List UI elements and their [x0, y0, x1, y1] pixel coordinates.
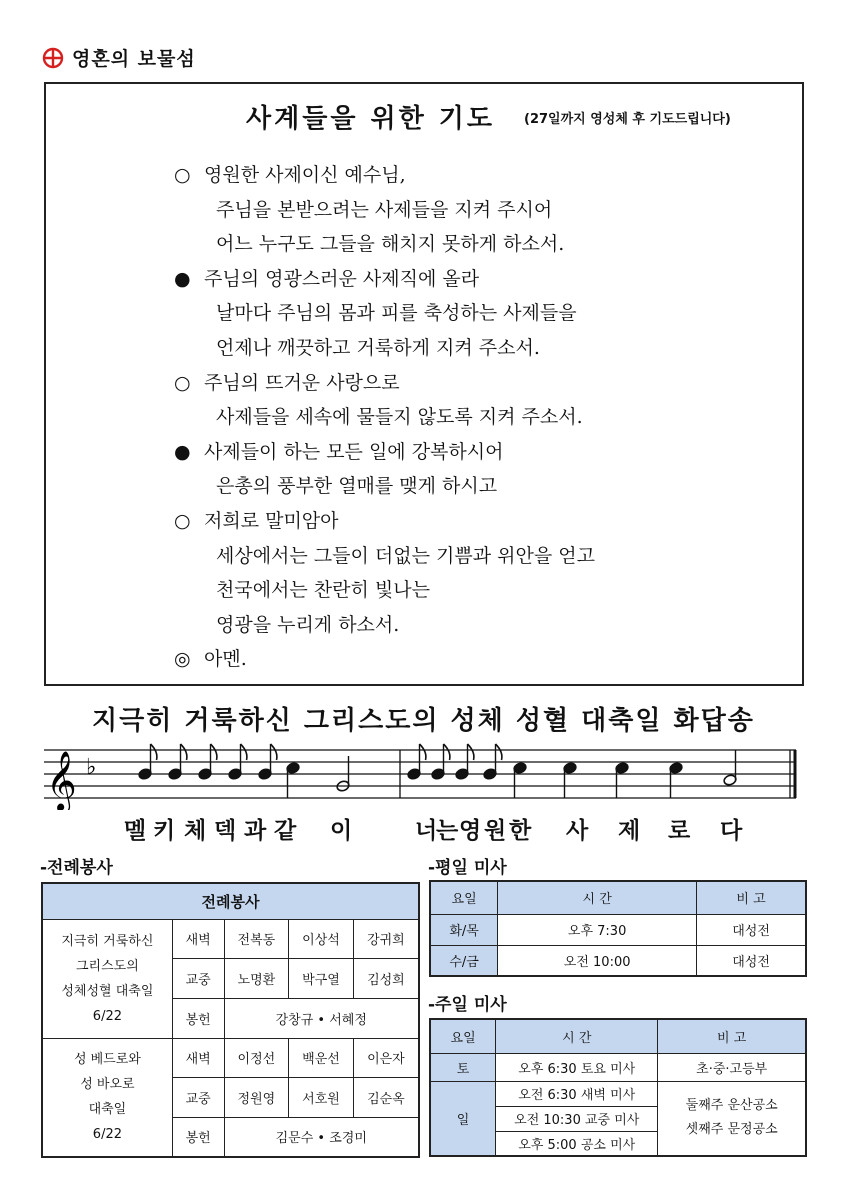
prayer-line [174, 262, 595, 297]
name-cell: 김성희 [353, 958, 419, 998]
weekday-header-note: 비 고 [697, 881, 806, 914]
prayer-line-mark: ◎ [174, 648, 191, 671]
prayer-line [174, 539, 595, 574]
role-cell: 교중 [172, 1077, 224, 1117]
name-cell: 김순옥 [353, 1077, 419, 1117]
page-header [42, 44, 196, 71]
note-flag [271, 744, 277, 760]
lyric-syllable: 한 [509, 818, 532, 844]
name-cell: 이은자 [353, 1038, 419, 1077]
name-cell: 정원영 [224, 1077, 289, 1117]
saturday-time-cell: 오후 6:30 토요 미사 [496, 1053, 658, 1081]
name-cell: 서호원 [289, 1077, 354, 1117]
notes [138, 744, 737, 798]
sunday-time-cell: 오전 10:30 교중 미사 [496, 1106, 658, 1131]
name-cell: 이상석 [289, 919, 354, 958]
lyric-syllable: 다 [720, 818, 743, 844]
prayer-line [174, 193, 595, 228]
prayer-line [174, 435, 595, 470]
music-staff [0, 740, 848, 810]
weekday-section-label: -평일 미사 [428, 858, 507, 878]
lyric-syllable: 너 [415, 818, 438, 844]
prayer-line [174, 504, 595, 539]
prayer-line-text: 날마다 주님의 몸과 피를 축성하는 사제들을 [216, 302, 577, 325]
prayer-line [174, 366, 595, 401]
name-cell: 박구열 [289, 958, 354, 998]
name-cell: 전복동 [224, 919, 289, 958]
name-cell: 강귀희 [353, 919, 419, 958]
lyric-syllable: 키 [153, 818, 176, 844]
note-flag [211, 744, 217, 760]
lyric-syllable: 원 [484, 818, 507, 844]
feast-2-name: 성 베드로와 성 바오로 대축일 6/22 [42, 1038, 172, 1157]
weekday-time-cell: 오전 10:00 [498, 945, 697, 976]
saturday-note-cell: 초·중·고등부 [658, 1053, 806, 1081]
name-cell: 노명환 [224, 958, 289, 998]
name-cell: 백운선 [289, 1038, 354, 1077]
prayer-line-text: 천국에서는 찬란히 빛나는 [216, 579, 430, 602]
prayer-line-text: 세상에서는 그들이 더없는 기쁨과 위안을 얻고 [216, 544, 595, 567]
hymn-title: 지극히 거룩하신 그리스도의 성체 성혈 대축일 화답송 [92, 706, 755, 736]
weekday-header-day: 요일 [430, 881, 498, 914]
sunday-note-cell: 둘째주 운산공소 셋째주 문정공소 [658, 1081, 806, 1156]
note-flag [151, 744, 157, 760]
header-label: 영혼의 보물섬 [72, 48, 196, 70]
role-cell: 새벽 [172, 919, 224, 958]
prayer-line [174, 158, 595, 193]
prayer-line [174, 227, 595, 262]
prayer-line [174, 400, 595, 435]
feast-1-name: 지극히 거룩하신 그리스도의 성체성혈 대축일 6/22 [42, 919, 172, 1038]
offering-names-cell: 강창규 • 서혜정 [224, 998, 419, 1038]
prayer-line [174, 331, 595, 366]
lyric-syllable: 영 [459, 818, 482, 844]
sunday-mass-table [429, 1018, 807, 1157]
prayer-line-mark: ● [174, 440, 191, 463]
prayer-note: (27일까지 영성체 후 기도드립니다) [524, 112, 731, 127]
lyric-syllable: 체 [184, 818, 207, 844]
liturgy-section-label: -전례봉사 [40, 858, 113, 878]
prayer-line-text: 은총의 풍부한 열매를 맺게 하시고 [216, 475, 498, 498]
prayer-line-text: 언제나 깨끗하고 거룩하게 지켜 주소서. [216, 336, 540, 359]
treble-clef-icon: 𝄞 [46, 751, 77, 810]
prayer-line [174, 296, 595, 331]
sunday-time-cell: 오후 5:00 공소 미사 [496, 1131, 658, 1156]
prayer-line-mark: ○ [174, 509, 191, 532]
prayer-line-text: 주님의 뜨거운 사랑으로 [204, 371, 400, 394]
weekday-note-cell: 대성전 [697, 914, 806, 945]
lyric-syllable: 제 [618, 818, 641, 844]
prayer-line-text: 어느 누구도 그들을 해치지 못하게 하소서. [216, 233, 565, 256]
flat-sign-icon: ♭ [86, 755, 97, 780]
weekday-day-cell: 수/금 [430, 945, 498, 976]
lyric-syllable: 멜 [124, 818, 147, 844]
prayer-line-text: 저희로 말미암아 [204, 509, 339, 532]
name-cell: 이정선 [224, 1038, 289, 1077]
prayer-line [174, 608, 595, 643]
weekday-time-cell: 오후 7:30 [498, 914, 697, 945]
role-cell: 교중 [172, 958, 224, 998]
hymn-lyrics [0, 812, 848, 842]
prayer-line-text: 아멘. [204, 648, 247, 671]
note-flag [444, 744, 450, 760]
prayer-line-text: 영광을 누리게 하소서. [216, 613, 400, 636]
prayer-lines [174, 158, 595, 677]
lyric-syllable: 덱 [214, 818, 237, 844]
note-flag [468, 744, 474, 760]
prayer-line-text: 사제들을 세속에 물들지 않도록 지켜 주소서. [216, 406, 583, 429]
role-cell: 새벽 [172, 1038, 224, 1077]
prayer-line [174, 573, 595, 608]
cross-logo-icon [42, 47, 64, 69]
lyric-syllable: 는 [436, 818, 459, 844]
saturday-day-cell: 토 [430, 1053, 496, 1081]
prayer-line-text: 주님의 영광스러운 사제직에 올라 [204, 267, 480, 290]
prayer-line-text: 사제들이 하는 모든 일에 강복하시어 [204, 440, 504, 463]
role-cell: 봉헌 [172, 1117, 224, 1157]
prayer-line-text: 주님을 본받으려는 사제들을 지켜 주시어 [216, 198, 553, 221]
lyric-syllable: 사 [566, 818, 589, 844]
sunday-header-day: 요일 [430, 1019, 496, 1053]
prayer-line [174, 469, 595, 504]
lyric-syllable: 과 [244, 818, 267, 844]
lyric-syllable: 같 [274, 818, 297, 844]
note-flag [496, 744, 502, 760]
prayer-line [174, 642, 595, 677]
liturgy-table-title: 전례봉사 [42, 883, 419, 919]
role-cell: 봉헌 [172, 998, 224, 1038]
sunday-day-cell: 일 [430, 1081, 496, 1156]
prayer-line-mark: ○ [174, 371, 191, 394]
sunday-header-time: 시 간 [496, 1019, 658, 1053]
prayer-box [44, 82, 804, 686]
note-flag [420, 744, 426, 760]
sunday-time-cell: 오전 6:30 새벽 미사 [496, 1081, 658, 1106]
prayer-title: 사계들을 위한 기도 [246, 104, 496, 134]
lyric-syllable: 로 [668, 818, 691, 844]
lyric-syllable: 이 [330, 818, 353, 844]
sunday-section-label: -주일 미사 [428, 995, 507, 1015]
note-flag [181, 744, 187, 760]
prayer-line-text: 영원한 사제이신 예수님, [204, 164, 406, 186]
prayer-line-mark: ● [174, 267, 191, 290]
offering-names-cell: 김문수 • 조경미 [224, 1117, 419, 1157]
weekday-mass-table [429, 880, 807, 977]
weekday-header-time: 시 간 [498, 881, 697, 914]
weekday-day-cell: 화/목 [430, 914, 498, 945]
sunday-header-note: 비 고 [658, 1019, 806, 1053]
prayer-line-mark: ○ [174, 164, 191, 186]
note-flag [241, 744, 247, 760]
weekday-note-cell: 대성전 [697, 945, 806, 976]
liturgy-table [41, 882, 420, 1158]
